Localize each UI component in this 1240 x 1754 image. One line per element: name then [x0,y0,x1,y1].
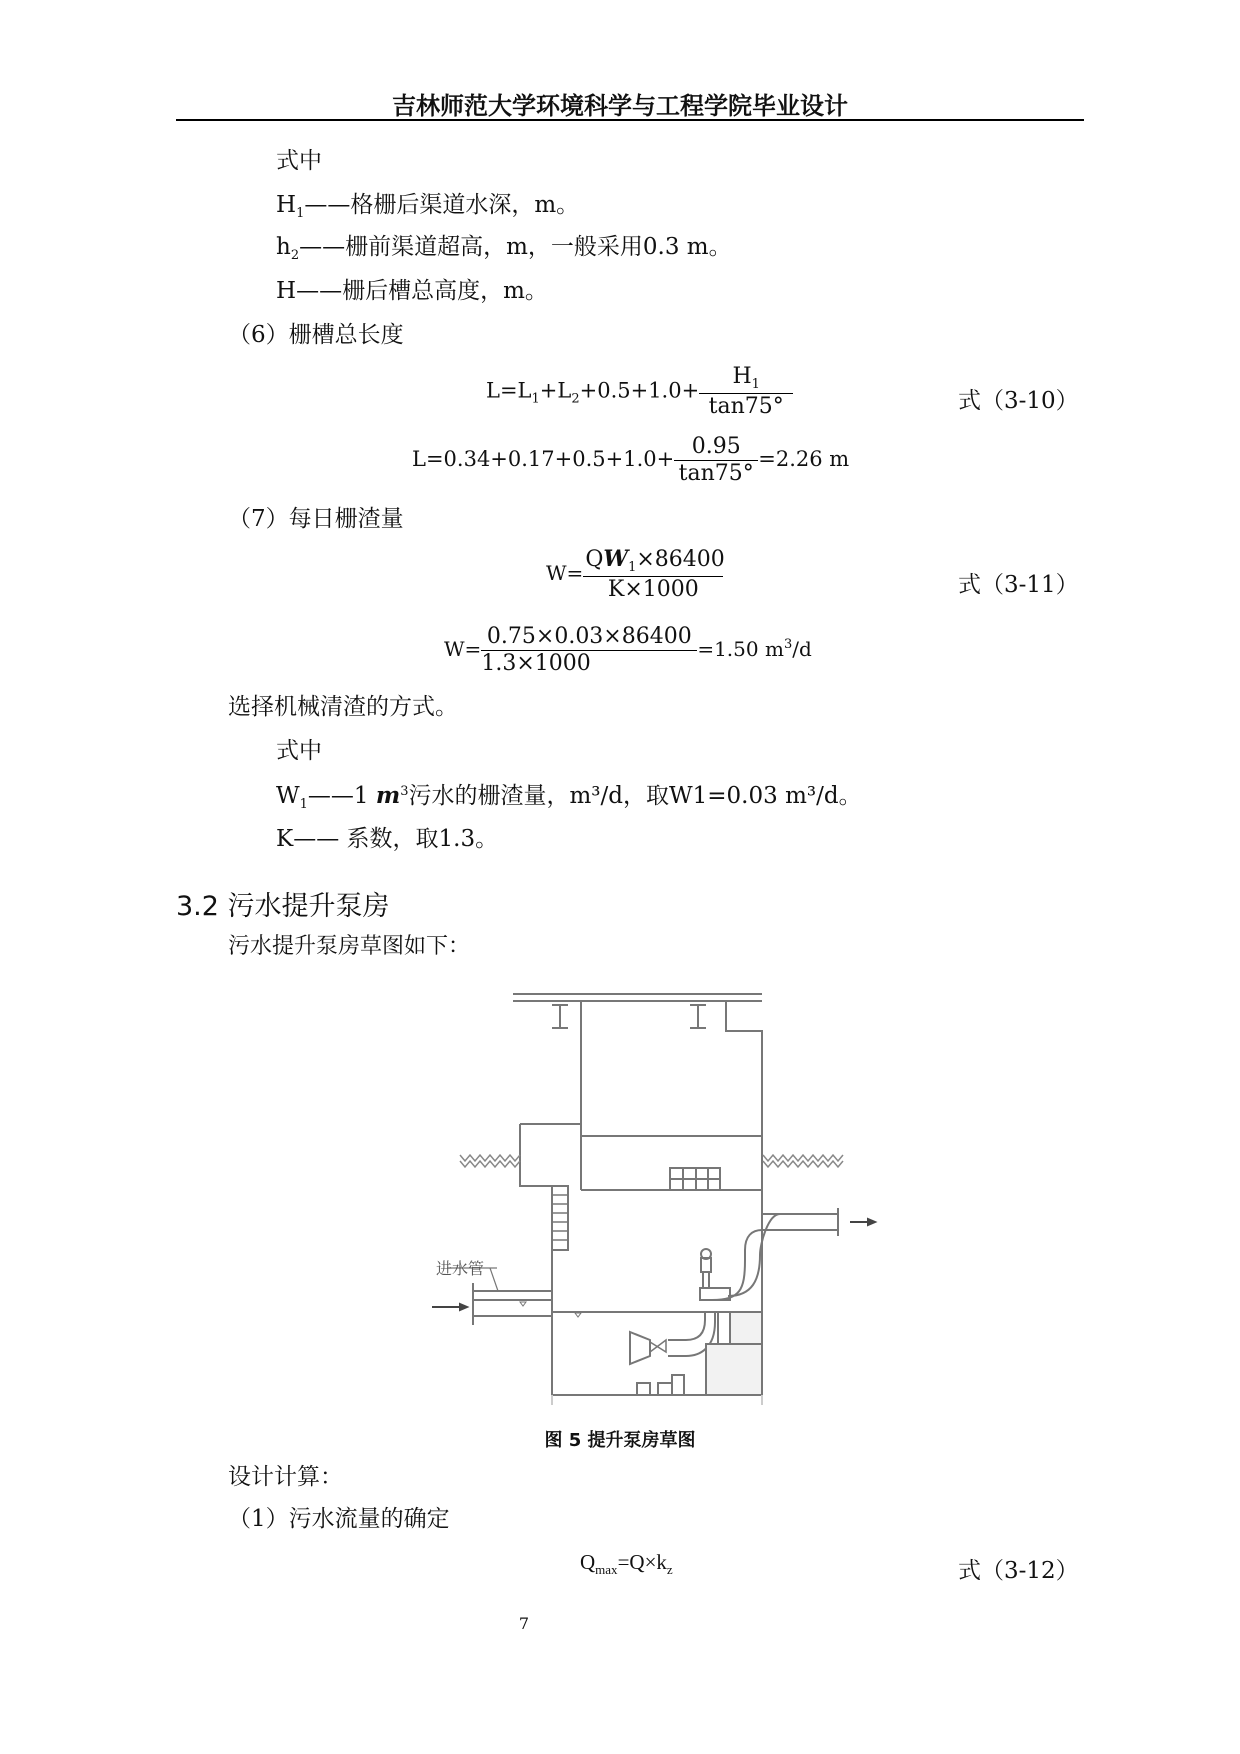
superscript: 3 [783,637,793,652]
fraction [583,548,723,601]
subscript: z [666,1562,673,1577]
equation-number-3-12: 式（3-12） [958,1558,1079,1584]
subscript: 1 [296,206,305,221]
section-heading: 3.2 污水提升泵房 [176,891,390,922]
symbol: H [276,192,297,218]
subscript: 1 [299,797,308,812]
equation-number-3-11: 式（3-11） [958,572,1079,598]
pump-station-diagram [400,975,880,1405]
numerator-rest: ×86400 [636,547,725,572]
formula-part: L=L [486,378,532,403]
denominator: 1.3×1000 [481,651,591,676]
design-item1: （1）污水流量的确定 [228,1506,450,1532]
definition-K [276,828,498,851]
definition-h2 [276,236,732,262]
figure-caption: 图 5 提升泵房草图 [544,1430,696,1451]
definition-text: ——栅前渠道超高，m，一般采用0.3 m。 [299,234,732,260]
formula-part: +L [539,378,572,403]
numerator-Q: Q [585,547,604,572]
formula-part: Q [580,1550,596,1574]
definition-W1 [276,784,862,811]
formula-part: =Q×k [617,1550,667,1574]
denominator: tan75° [678,461,754,486]
numerator [699,366,793,394]
denominator: K×1000 [607,577,699,602]
formula-part: L=0.34+0.17+0.5+1.0+ [412,447,675,471]
shizhong-label: 式中 [276,148,322,174]
equation-number-3-10: 式（3-10） [958,388,1079,414]
formula-part: W= [546,561,584,585]
fraction [481,626,697,675]
fraction [699,366,793,418]
definition-text: ——格栅后渠道水深，m。 [304,192,580,218]
symbol: W [276,783,300,809]
fraction [674,436,758,485]
page-number: 7 [518,1614,530,1633]
calc-3-11 [444,626,812,675]
symbol: K [276,826,294,852]
numerator [583,548,723,577]
formula-3-12 [580,1552,673,1576]
definition-H [276,280,548,303]
header-rule [176,119,1084,121]
formula-part: W= [444,637,482,661]
shizhong-label-2: 式中 [276,738,322,764]
section-intro: 污水提升泵房草图如下： [228,934,471,959]
definition-text: ——栅后槽总高度，m。 [296,278,548,304]
result: =2.26 m [758,447,850,471]
subscript: 1 [628,560,637,575]
definition-text: ——1 [307,783,376,809]
subscript: 1 [531,391,540,407]
calc-3-10 [412,436,849,485]
numerator: 0.95 [674,436,758,461]
note-mechanical-cleaning: 选择机械清渣的方式。 [228,694,458,720]
result: =1.50 m [697,637,784,661]
item7-heading: （7）每日栅渣量 [228,506,404,532]
page-header-title: 吉林师范大学环境科学与工程学院毕业设计 [392,92,848,120]
formula-3-10 [486,366,793,418]
superscript: 3 [400,784,409,799]
item6-heading: （6）栅槽总长度 [228,322,404,348]
definition-text: 污水的栅渣量，m³/d，取W1=0.03 m³/d。 [408,783,862,809]
formula-3-11 [546,548,723,601]
formula-part: +0.5+1.0+ [579,378,700,403]
definition-H1 [276,194,579,220]
subscript: 2 [571,391,580,407]
numerator-symbol: H [732,364,752,389]
denominator: tan75° [708,394,784,419]
numerator-W: W [603,546,629,572]
symbol: h [276,234,291,260]
symbol: H [276,278,297,304]
subscript: 1 [751,377,760,392]
design-heading: 设计计算： [228,1464,343,1490]
result-unit: /d [792,637,812,661]
numerator: 0.75×0.03×86400 [481,626,697,651]
subscript: max [595,1562,618,1577]
inlet-pipe-label: 进水管 [436,1259,485,1278]
definition-text: —— 系数，取1.3。 [293,826,499,852]
subscript: 2 [290,248,300,263]
unit-m: m [375,782,401,809]
